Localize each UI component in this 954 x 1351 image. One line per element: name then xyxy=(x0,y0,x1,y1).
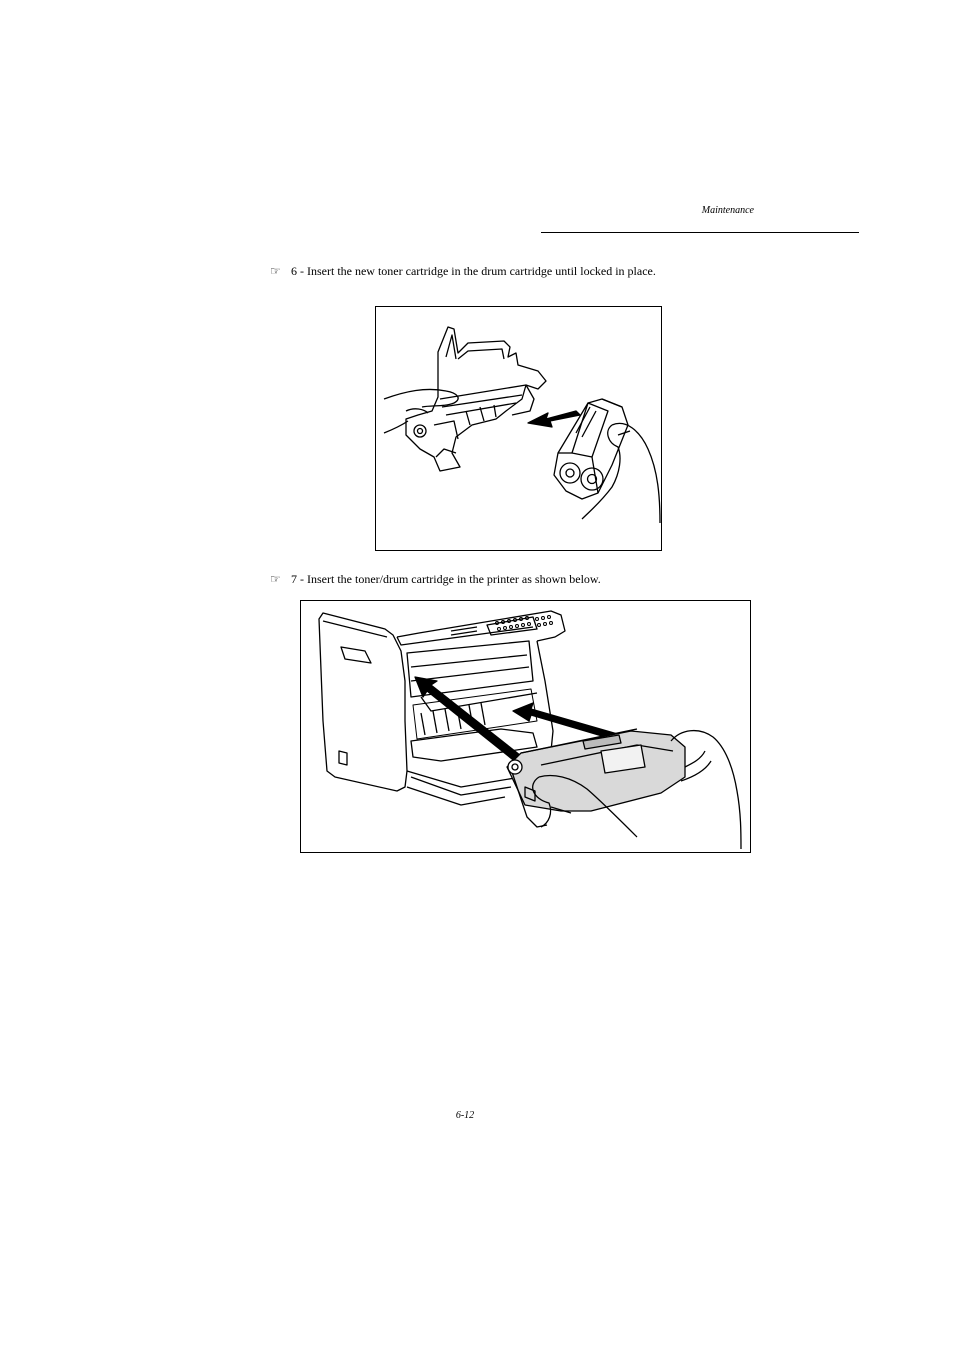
step-6 xyxy=(270,264,656,279)
toner-drum-illustration xyxy=(376,307,661,550)
header-section-title: Maintenance xyxy=(701,205,754,216)
printer-illustration xyxy=(301,601,750,852)
step-6-text: 6 - Insert the new toner cartridge in the drum cartridge until locked in place. xyxy=(291,264,656,278)
header-rule xyxy=(541,232,859,233)
figure-cartridge-into-printer xyxy=(300,600,751,853)
step-7 xyxy=(270,572,601,587)
pointing-hand-icon: ☞ xyxy=(270,264,281,278)
page-number: 6-12 xyxy=(455,1110,475,1121)
step-7-text: 7 - Insert the toner/drum cartridge in the printer as shown below. xyxy=(291,572,601,586)
figure-toner-into-drum xyxy=(375,306,662,551)
pointing-hand-icon: ☞ xyxy=(270,572,281,586)
